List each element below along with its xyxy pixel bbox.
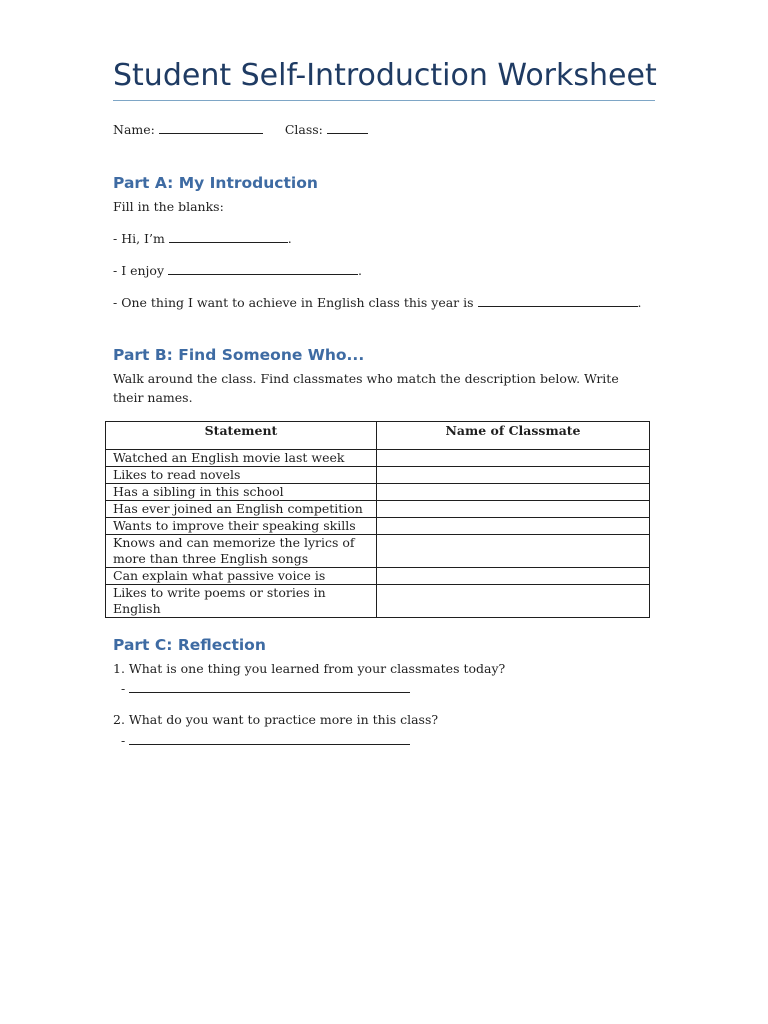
classmate-name-cell[interactable] bbox=[377, 535, 650, 568]
answer-prefix: - bbox=[121, 733, 126, 748]
reflection-question-1: 1. What is one thing you learned from your classmates today? bbox=[113, 661, 506, 676]
table-row bbox=[106, 484, 650, 501]
reflection-answer-blank-1[interactable] bbox=[129, 680, 410, 693]
enjoy-blank[interactable] bbox=[168, 262, 358, 275]
name-blank[interactable] bbox=[159, 121, 263, 134]
class-label: Class: bbox=[284, 122, 323, 137]
part-b-heading: Part B: Find Someone Who... bbox=[113, 346, 365, 364]
classmate-name-cell[interactable] bbox=[377, 450, 650, 467]
part-a-item-end: . bbox=[358, 263, 362, 278]
table-row bbox=[106, 501, 650, 518]
statement-cell: Wants to improve their speaking skills bbox=[106, 518, 377, 535]
part-a-heading: Part A: My Introduction bbox=[113, 174, 318, 192]
answer-prefix: - bbox=[121, 681, 126, 696]
reflection-answer-2 bbox=[121, 732, 410, 749]
part-b-instruction: Walk around the class. Find classmates who match the description below. Write their names. bbox=[113, 371, 619, 405]
header-fields bbox=[113, 121, 368, 139]
column-header-statement: Statement bbox=[106, 422, 377, 450]
hi-name-blank[interactable] bbox=[169, 230, 288, 243]
page-title: Student Self-Introduction Worksheet bbox=[113, 58, 657, 93]
part-a-item-end: . bbox=[637, 295, 642, 310]
table-row bbox=[106, 450, 650, 467]
statement-cell: Knows and can memorize the lyrics of more than three English songs bbox=[106, 535, 377, 568]
part-a-item-achieve bbox=[113, 294, 642, 312]
statement-cell: Watched an English movie last week bbox=[106, 450, 377, 467]
classmate-name-cell[interactable] bbox=[377, 568, 650, 585]
statement-cell: Likes to write poems or stories in English bbox=[106, 585, 377, 618]
part-a-item-text: - One thing I want to achieve in English class this year is bbox=[113, 295, 474, 310]
find-someone-table bbox=[105, 421, 650, 618]
part-c-heading: Part C: Reflection bbox=[113, 636, 266, 654]
statement-cell: Likes to read novels bbox=[106, 467, 377, 484]
achieve-blank[interactable] bbox=[478, 294, 638, 307]
title-divider bbox=[113, 100, 655, 101]
classmate-name-cell[interactable] bbox=[377, 467, 650, 484]
statement-cell: Can explain what passive voice is bbox=[106, 568, 377, 585]
classmate-name-cell[interactable] bbox=[377, 518, 650, 535]
table-row bbox=[106, 467, 650, 484]
part-a-item-hi bbox=[113, 230, 292, 248]
statement-cell: Has ever joined an English competition bbox=[106, 501, 377, 518]
classmate-name-cell[interactable] bbox=[377, 585, 650, 618]
column-header-name: Name of Classmate bbox=[377, 422, 650, 450]
part-a-instruction: Fill in the blanks: bbox=[113, 199, 224, 214]
part-a-item-enjoy bbox=[113, 262, 362, 280]
part-a-item-text: - Hi, I’m bbox=[113, 231, 165, 246]
table-row bbox=[106, 585, 650, 618]
table-row bbox=[106, 535, 650, 568]
reflection-answer-blank-2[interactable] bbox=[129, 732, 410, 745]
reflection-question-2: 2. What do you want to practice more in this class? bbox=[113, 712, 439, 727]
table-row bbox=[106, 568, 650, 585]
part-a-item-text: - I enjoy bbox=[113, 263, 165, 278]
reflection-answer-1 bbox=[121, 680, 410, 697]
part-a-item-end: . bbox=[287, 231, 292, 246]
table-header-row bbox=[106, 422, 650, 450]
class-blank[interactable] bbox=[327, 121, 368, 134]
classmate-name-cell[interactable] bbox=[377, 501, 650, 518]
statement-cell: Has a sibling in this school bbox=[106, 484, 377, 501]
classmate-name-cell[interactable] bbox=[377, 484, 650, 501]
table-row bbox=[106, 518, 650, 535]
name-label: Name: bbox=[113, 122, 155, 137]
